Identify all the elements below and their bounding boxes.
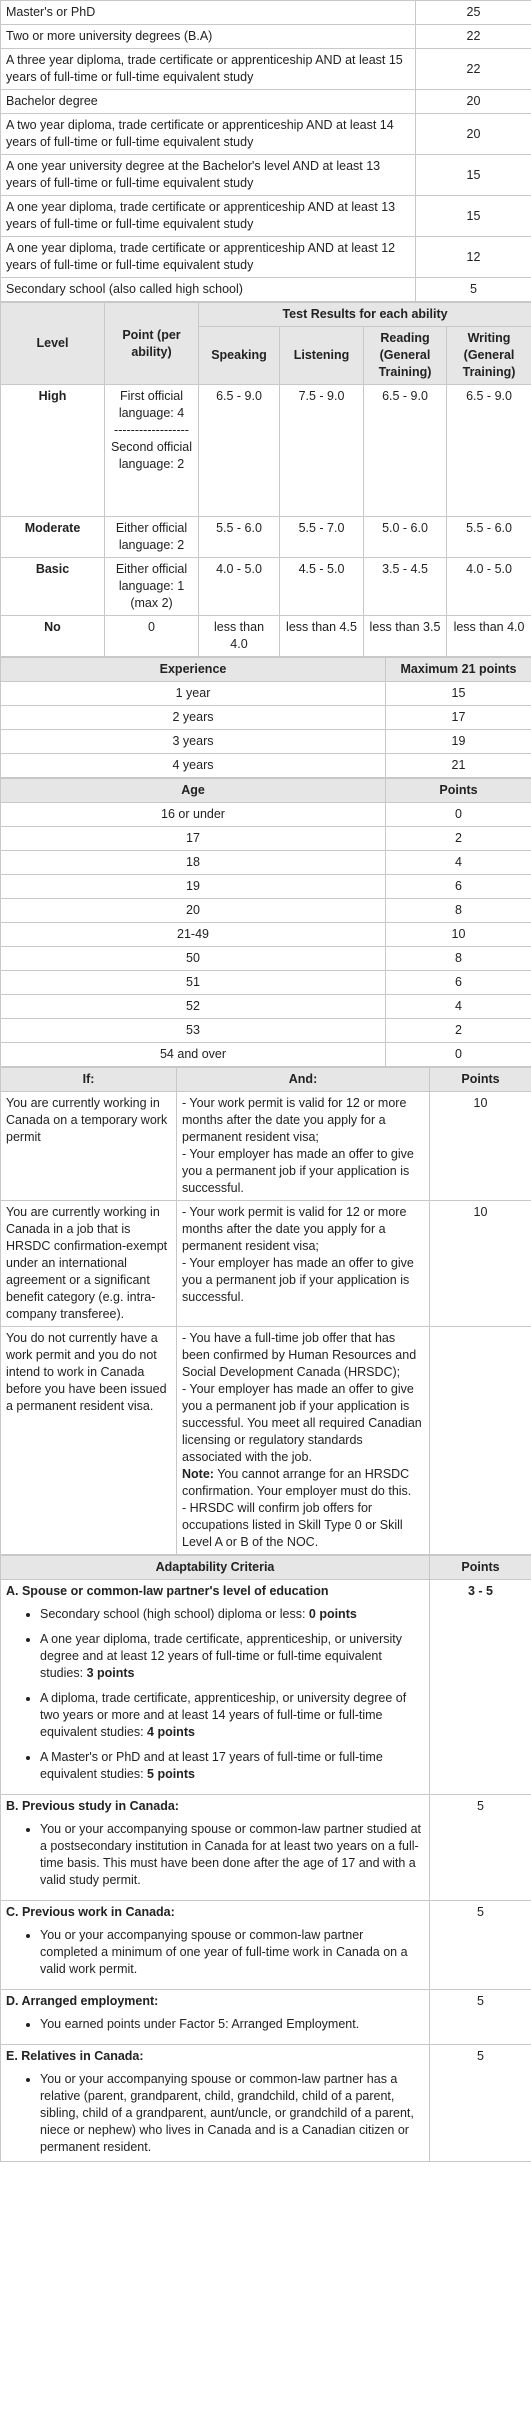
table-row: [1, 114, 531, 155]
col-max-points-header: Maximum 21 points: [386, 658, 531, 682]
condition-text: - Your work permit is valid for 12 or more months after the date you apply for a permanent resident visa;: [182, 1096, 407, 1144]
speaking-cell: 4.0 - 5.0: [199, 558, 280, 616]
criteria-cell: [1, 1901, 430, 1990]
table-row: [1, 1580, 531, 1795]
table-row: [1, 851, 531, 875]
label-cell: A one year university degree at the Bachelor's level AND at least 13 years of full-time or full-time equivalent study: [1, 155, 416, 196]
reading-cell: 5.0 - 6.0: [364, 517, 447, 558]
table-row: [1, 49, 531, 90]
col-reading-header: Reading (General Training): [364, 327, 447, 385]
label-cell: Bachelor degree: [1, 90, 416, 114]
reading-cell: less than 3.5: [364, 616, 447, 657]
points-cell: 10: [430, 1092, 531, 1201]
points-cell: 2: [386, 827, 531, 851]
point-cell: [105, 385, 199, 517]
and-cell: [177, 1327, 430, 1555]
table-row: [1, 971, 531, 995]
label-cell: 54 and over: [1, 1043, 386, 1067]
points-cell: 10: [386, 923, 531, 947]
points-cell: 0: [386, 803, 531, 827]
points-cell: 5: [430, 2045, 531, 2162]
label-cell: Two or more university degrees (B.A): [1, 25, 416, 49]
label-cell: 21-49: [1, 923, 386, 947]
points-cell: 4: [386, 995, 531, 1019]
points-cell: 3 - 5: [430, 1580, 531, 1795]
table-row: [1, 706, 531, 730]
points-cell: 8: [386, 899, 531, 923]
list-item-text: A Master's or PhD and at least 17 years of full-time or full-time equivalent studies:: [40, 1750, 383, 1781]
label-cell: 18: [1, 851, 386, 875]
col-experience-header: Experience: [1, 658, 386, 682]
table-row: [1, 803, 531, 827]
table-row: [1, 995, 531, 1019]
point-text: Second official language: 2: [110, 440, 193, 471]
table-row: [1, 155, 531, 196]
table-row: [1, 1, 531, 25]
condition-text: - Your employer has made an offer to give you a permanent job if your application is successful.: [182, 1256, 414, 1304]
table-row: [1, 90, 531, 114]
points-cell: 22: [416, 49, 531, 90]
point-cell: Either official language: 2: [105, 517, 199, 558]
level-cell: Moderate: [1, 517, 105, 558]
col-if-header: If:: [1, 1068, 177, 1092]
if-cell: You are currently working in Canada in a job that is HRSDC confirmation-exempt under an international agreement or a significant benefit category (e.g. intra-company transferee).: [1, 1201, 177, 1327]
table-row: [1, 754, 531, 778]
col-points-header: Points: [430, 1556, 531, 1580]
table-row: [1, 827, 531, 851]
writing-cell: 5.5 - 6.0: [447, 517, 531, 558]
list-item-points: 4 points: [147, 1725, 195, 1739]
col-points-header: Points: [386, 779, 531, 803]
table-row: [1, 196, 531, 237]
label-cell: 3 years: [1, 730, 386, 754]
points-cell: 15: [416, 155, 531, 196]
point-text: First official language: 4: [118, 389, 185, 420]
points-cell: 19: [386, 730, 531, 754]
points-cell: 5: [430, 1901, 531, 1990]
level-cell: High: [1, 385, 105, 517]
employment-table: [0, 1067, 531, 1555]
label-cell: 2 years: [1, 706, 386, 730]
points-cell: 10: [430, 1201, 531, 1327]
table-row: [1, 237, 531, 278]
points-cell: 20: [416, 114, 531, 155]
label-cell: 17: [1, 827, 386, 851]
label-cell: 16 or under: [1, 803, 386, 827]
col-writing-header: Writing (General Training): [447, 327, 531, 385]
point-cell: Either official language: 1 (max 2): [105, 558, 199, 616]
table-row: [1, 1092, 531, 1201]
label-cell: Secondary school (also called high school): [1, 278, 416, 302]
table-row: [1, 616, 531, 657]
note-text: [182, 1466, 424, 1500]
criteria-list: [6, 2071, 424, 2156]
section-title: C. Previous work in Canada:: [6, 1905, 175, 1919]
condition-text: - Your employer has made an offer to give you a permanent job if your application is successful.: [182, 1147, 414, 1195]
label-cell: A two year diploma, trade certificate or apprenticeship AND at least 14 years of full-time or full-time equivalent study: [1, 114, 416, 155]
list-item: [40, 1749, 424, 1783]
listening-cell: less than 4.5: [280, 616, 364, 657]
label-cell: 4 years: [1, 754, 386, 778]
criteria-list: [6, 1606, 424, 1783]
table-row: [1, 730, 531, 754]
table-row: [1, 899, 531, 923]
label-cell: 20: [1, 899, 386, 923]
condition-text: - You have a full-time job offer that has been confirmed by Human Resources and Social Development Canada (HRSDC);: [182, 1331, 417, 1379]
table-row: [1, 517, 531, 558]
and-cell: [177, 1201, 430, 1327]
label-cell: A three year diploma, trade certificate or apprenticeship AND at least 15 years of full-time or full-time equivalent study: [1, 49, 416, 90]
points-cell: 20: [416, 90, 531, 114]
list-item: [40, 1631, 424, 1682]
list-item: [40, 1606, 424, 1623]
listening-cell: 5.5 - 7.0: [280, 517, 364, 558]
points-cell: 4: [386, 851, 531, 875]
criteria-cell: [1, 2045, 430, 2162]
col-level-header: Level: [1, 303, 105, 385]
if-cell: You do not currently have a work permit and you do not intend to work in Canada before you have been issued a permanent resident visa.: [1, 1327, 177, 1555]
table-row: [1, 682, 531, 706]
points-cell: 6: [386, 875, 531, 899]
criteria-cell: [1, 1795, 430, 1901]
label-cell: 51: [1, 971, 386, 995]
table-row: [1, 875, 531, 899]
table-row: [1, 558, 531, 616]
points-cell: 12: [416, 237, 531, 278]
label-cell: 53: [1, 1019, 386, 1043]
col-adaptability-header: Adaptability Criteria: [1, 1556, 430, 1580]
points-cell: 17: [386, 706, 531, 730]
points-cell: 5: [430, 1990, 531, 2045]
listening-cell: 4.5 - 5.0: [280, 558, 364, 616]
list-item-points: 0 points: [308, 1607, 357, 1621]
col-age-header: Age: [1, 779, 386, 803]
table-row: [1, 25, 531, 49]
col-listening-header: Listening: [280, 327, 364, 385]
point-separator: ------------------: [114, 423, 189, 437]
if-cell: You are currently working in Canada on a temporary work permit: [1, 1092, 177, 1201]
list-item: • You or your accompanying spouse or common-law partner has a relative (parent, grandparent, child, grandchild, child of a parent, sibling, child of a grandparent, aunt/uncle, or grandchild of a parent, niece or nephew) who lives in Canada and is a Canadian citizen or permanent resident.: [40, 2071, 424, 2156]
point-cell: 0: [105, 616, 199, 657]
speaking-cell: less than 4.0: [199, 616, 280, 657]
list-item-text: Secondary school (high school) diploma or less:: [40, 1607, 309, 1621]
reading-cell: 6.5 - 9.0: [364, 385, 447, 517]
list-item: • You or your accompanying spouse or common-law partner studied at a postsecondary institution in Canada for at least two years on a full-time basis. This must have been done after the age of 17 and with a valid study permit.: [40, 1821, 424, 1889]
points-cell: 5: [430, 1795, 531, 1901]
points-cell: 21: [386, 754, 531, 778]
reading-cell: 3.5 - 4.5: [364, 558, 447, 616]
language-table: [0, 302, 531, 657]
list-item-text: A one year diploma, trade certificate, apprenticeship, or university degree and at least 12 years of full-time or full-time equivalent studies:: [40, 1632, 402, 1680]
level-cell: Basic: [1, 558, 105, 616]
points-cell: 15: [416, 196, 531, 237]
label-cell: 50: [1, 947, 386, 971]
age-table: [0, 778, 531, 1067]
condition-text: - Your employer has made an offer to give you a permanent job if your application is successful. You meet all required Canadian licensing or regulatory standards associated with the job.: [182, 1382, 422, 1464]
section-title: E. Relatives in Canada:: [6, 2049, 144, 2063]
speaking-cell: 6.5 - 9.0: [199, 385, 280, 517]
writing-cell: 6.5 - 9.0: [447, 385, 531, 517]
table-row: [1, 1327, 531, 1555]
label-cell: A one year diploma, trade certificate or apprenticeship AND at least 13 years of full-time or full-time equivalent study: [1, 196, 416, 237]
list-item: [40, 1690, 424, 1741]
writing-cell: 4.0 - 5.0: [447, 558, 531, 616]
speaking-cell: 5.5 - 6.0: [199, 517, 280, 558]
points-cell: 22: [416, 25, 531, 49]
criteria-list: [6, 1821, 424, 1889]
list-item-text: A diploma, trade certificate, apprenticeship, or university degree of two years or more and at least 14 years of full-time or full-time equivalent studies:: [40, 1691, 407, 1739]
col-and-header: And:: [177, 1068, 430, 1092]
section-title: B. Previous study in Canada:: [6, 1799, 179, 1813]
list-item-points: 5 points: [147, 1767, 195, 1781]
table-row: [1, 1990, 531, 2045]
adaptability-table: [0, 1555, 531, 2162]
list-item: • You or your accompanying spouse or common-law partner completed a minimum of one year of full-time work in Canada on a valid work permit.: [40, 1927, 424, 1978]
label-cell: 52: [1, 995, 386, 1019]
note-body: You cannot arrange for an HRSDC confirmation. Your employer must do this.: [182, 1467, 412, 1498]
list-item-points: 3 points: [86, 1666, 135, 1680]
col-test-results-header: Test Results for each ability: [199, 303, 531, 327]
note-label: Note:: [182, 1467, 214, 1481]
level-cell: No: [1, 616, 105, 657]
table-row: [1, 1901, 531, 1990]
label-cell: 19: [1, 875, 386, 899]
education-table: [0, 0, 531, 302]
points-cell: 5: [416, 278, 531, 302]
criteria-list: [6, 2016, 424, 2033]
condition-text: - HRSDC will confirm job offers for occupations listed in Skill Type 0 or Skill Level A or B of the NOC.: [182, 1501, 403, 1549]
experience-table: [0, 657, 531, 778]
table-row: [1, 947, 531, 971]
and-cell: [177, 1092, 430, 1201]
col-points-header: Points: [430, 1068, 531, 1092]
points-cell: 2: [386, 1019, 531, 1043]
table-row: [1, 1043, 531, 1067]
writing-cell: less than 4.0: [447, 616, 531, 657]
col-speaking-header: Speaking: [199, 327, 280, 385]
label-cell: Master's or PhD: [1, 1, 416, 25]
criteria-cell: [1, 1990, 430, 2045]
section-title: D. Arranged employment:: [6, 1994, 159, 2008]
table-row: [1, 278, 531, 302]
table-row: [1, 1795, 531, 1901]
points-cell: 25: [416, 1, 531, 25]
criteria-list: [6, 1927, 424, 1978]
table-row: [1, 1201, 531, 1327]
points-cell: 6: [386, 971, 531, 995]
label-cell: 1 year: [1, 682, 386, 706]
table-row: [1, 1019, 531, 1043]
criteria-cell: [1, 1580, 430, 1795]
section-title: A. Spouse or common-law partner's level of education: [6, 1584, 329, 1598]
points-cell: 15: [386, 682, 531, 706]
listening-cell: 7.5 - 9.0: [280, 385, 364, 517]
table-row: [1, 385, 531, 517]
points-cell: 0: [386, 1043, 531, 1067]
points-cell: [430, 1327, 531, 1555]
condition-text: - Your work permit is valid for 12 or more months after the date you apply for a permanent resident visa;: [182, 1205, 407, 1253]
points-cell: 8: [386, 947, 531, 971]
table-row: [1, 923, 531, 947]
list-item: • You earned points under Factor 5: Arranged Employment.: [40, 2016, 424, 2033]
col-point-header: Point (per ability): [105, 303, 199, 385]
label-cell: A one year diploma, trade certificate or apprenticeship AND at least 12 years of full-time or full-time equivalent study: [1, 237, 416, 278]
table-row: [1, 2045, 531, 2162]
